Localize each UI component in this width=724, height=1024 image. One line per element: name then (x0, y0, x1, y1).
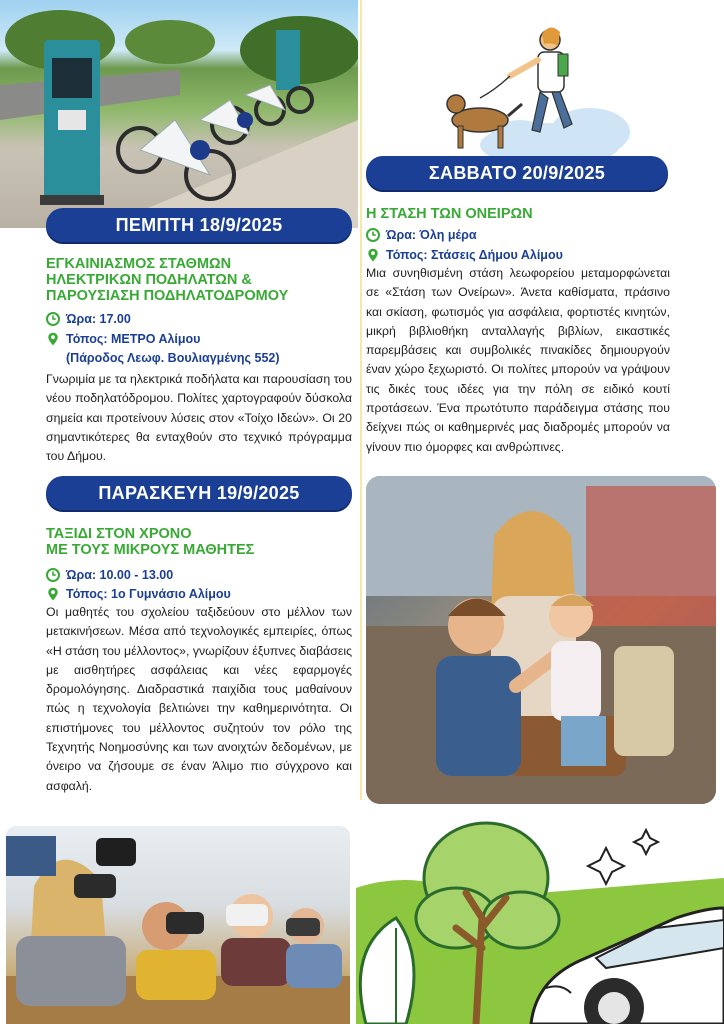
thursday-event-title (46, 256, 288, 304)
friday-event-title (46, 526, 254, 558)
friday-title-line-2: ΜΕ ΤΟΥΣ ΜΙΚΡΟΥΣ ΜΑΘΗΤΕΣ (46, 542, 255, 558)
friday-time-text: Ώρα: 10.00 - 13.00 (66, 568, 174, 582)
thursday-place (46, 330, 200, 348)
thursday-title-line-3: ΠΑΡΟΥΣΙΑΣΗ ΠΟΔΗΛΑΤΟΔΡΟΜΟΥ (46, 288, 289, 304)
dog-walker-illustration (440, 20, 640, 170)
vr-classroom-photo (6, 826, 350, 1024)
thursday-header: ΠΕΜΠΤΗ 18/9/2025 (46, 208, 352, 242)
clock-icon (46, 568, 60, 582)
location-pin-icon (46, 587, 60, 601)
saturday-time (366, 226, 477, 244)
tree-car-illustration (356, 808, 724, 1024)
friday-place-text: Τόπος: 1ο Γυμνάσιο Αλίμου (66, 587, 231, 601)
saturday-description: Μια συνηθισμένη στάση λεωφορείου μεταμορφώνεται σε «Στάση των Ονείρων». Άνετα καθίσματα, πράσινο και σκίαση, φωτισμός για ασφάλεια, φορτιστές κινητών, μικρή βιβλιοθήκη ανταλλαγής βιβλίων, εικαστικές παρεμβάσεις και συμβολικές πινακίδες δημιουργούν έναν χώρο ξεχωριστό. Οι πολίτες μπορούν να γράψουν τις δικές τους ιδέες για την πόλη σε ειδικό κουτί προτάσεων. Ένα πρωτότυπο παράδειγμα στάσης που δείχνει πώς οι καθημερινές μας διαδρομές μπορούν να γίνουν πιο όμορφες και ανθρώπινες. (366, 266, 670, 454)
clock-icon (46, 312, 60, 326)
saturday-time-text: Ώρα: Όλη μέρα (386, 228, 477, 242)
thursday-place-text: Τόπος: ΜΕΤΡΟ Αλίμου (66, 332, 201, 346)
saturday-place (366, 246, 563, 264)
thursday-place-detail: (Πάροδος Λεωφ. Βουλιαγμένης 552) (66, 351, 280, 365)
thursday-title-line-2: ΗΛΕΚΤΡΙΚΩΝ ΠΟΔΗΛΑΤΩΝ & (46, 272, 252, 288)
clock-icon (366, 228, 380, 242)
location-pin-icon (366, 248, 380, 262)
bike-station-photo (0, 0, 358, 228)
thursday-description: Γνωριμία με τα ηλεκτρικά ποδήλατα και παρουσίαση του νέου ποδηλατόδρομου. Πολίτες χαρτογραφούν δύσκολα σημεία και προτείνουν λύσεις στον «Τοίχο Ιδεών». Οι 20 σημαντικότερες θα ενταχθούν στο τεχνικό πρόγραμμα του Δήμου. (46, 372, 352, 464)
friday-header: ΠΑΡΑΣΚΕΥΗ 19/9/2025 (46, 476, 352, 510)
friday-time (46, 566, 173, 584)
family-bus-stop-photo (366, 476, 716, 804)
friday-title-line-1: ΤΑΞΙΔΙ ΣΤΟΝ ΧΡΟΝΟ (46, 526, 192, 542)
column-divider (360, 0, 362, 800)
thursday-time-text: Ώρα: 17.00 (66, 312, 131, 326)
location-pin-icon (46, 332, 60, 346)
saturday-header: ΣΑΒΒΑΤΟ 20/9/2025 (366, 156, 668, 190)
thursday-title-line-1: ΕΓΚΑΙΝΙΑΣΜΟΣ ΣΤΑΘΜΩΝ (46, 256, 232, 272)
saturday-place-text: Τόπος: Στάσεις Δήμου Αλίμου (386, 248, 563, 262)
saturday-event-title: Η ΣΤΑΣΗ ΤΩΝ ΟΝΕΙΡΩΝ (366, 206, 533, 222)
thursday-time (46, 310, 131, 328)
friday-description: Οι μαθητές του σχολείου ταξιδεύουν στο μέλλον των μετακινήσεων. Μέσα από τεχνολογικές εμπειρίες, όπως «Η στάση του μέλλοντος», γνωρίζουν έξυπνες διαβάσεις με αισθητήρες ασφάλειας και νέες εφαρμογές δρομολόγησης. Διαδραστικά παιχίδια τους μαθαίνουν πώς η τεχνολογία βελτιώνει την καθημερινότητα. Οι επιστήμονες του μέλλοντος συζητούν τον ρόλο της Τεχνητής Νοημοσύνης και των ανοιχτών δεδομένων, με όνειρο να ζήσουμε σε έναν Άλιμο πιο σύγχρονο και ασφαλή. (46, 605, 352, 793)
friday-place (46, 585, 231, 603)
